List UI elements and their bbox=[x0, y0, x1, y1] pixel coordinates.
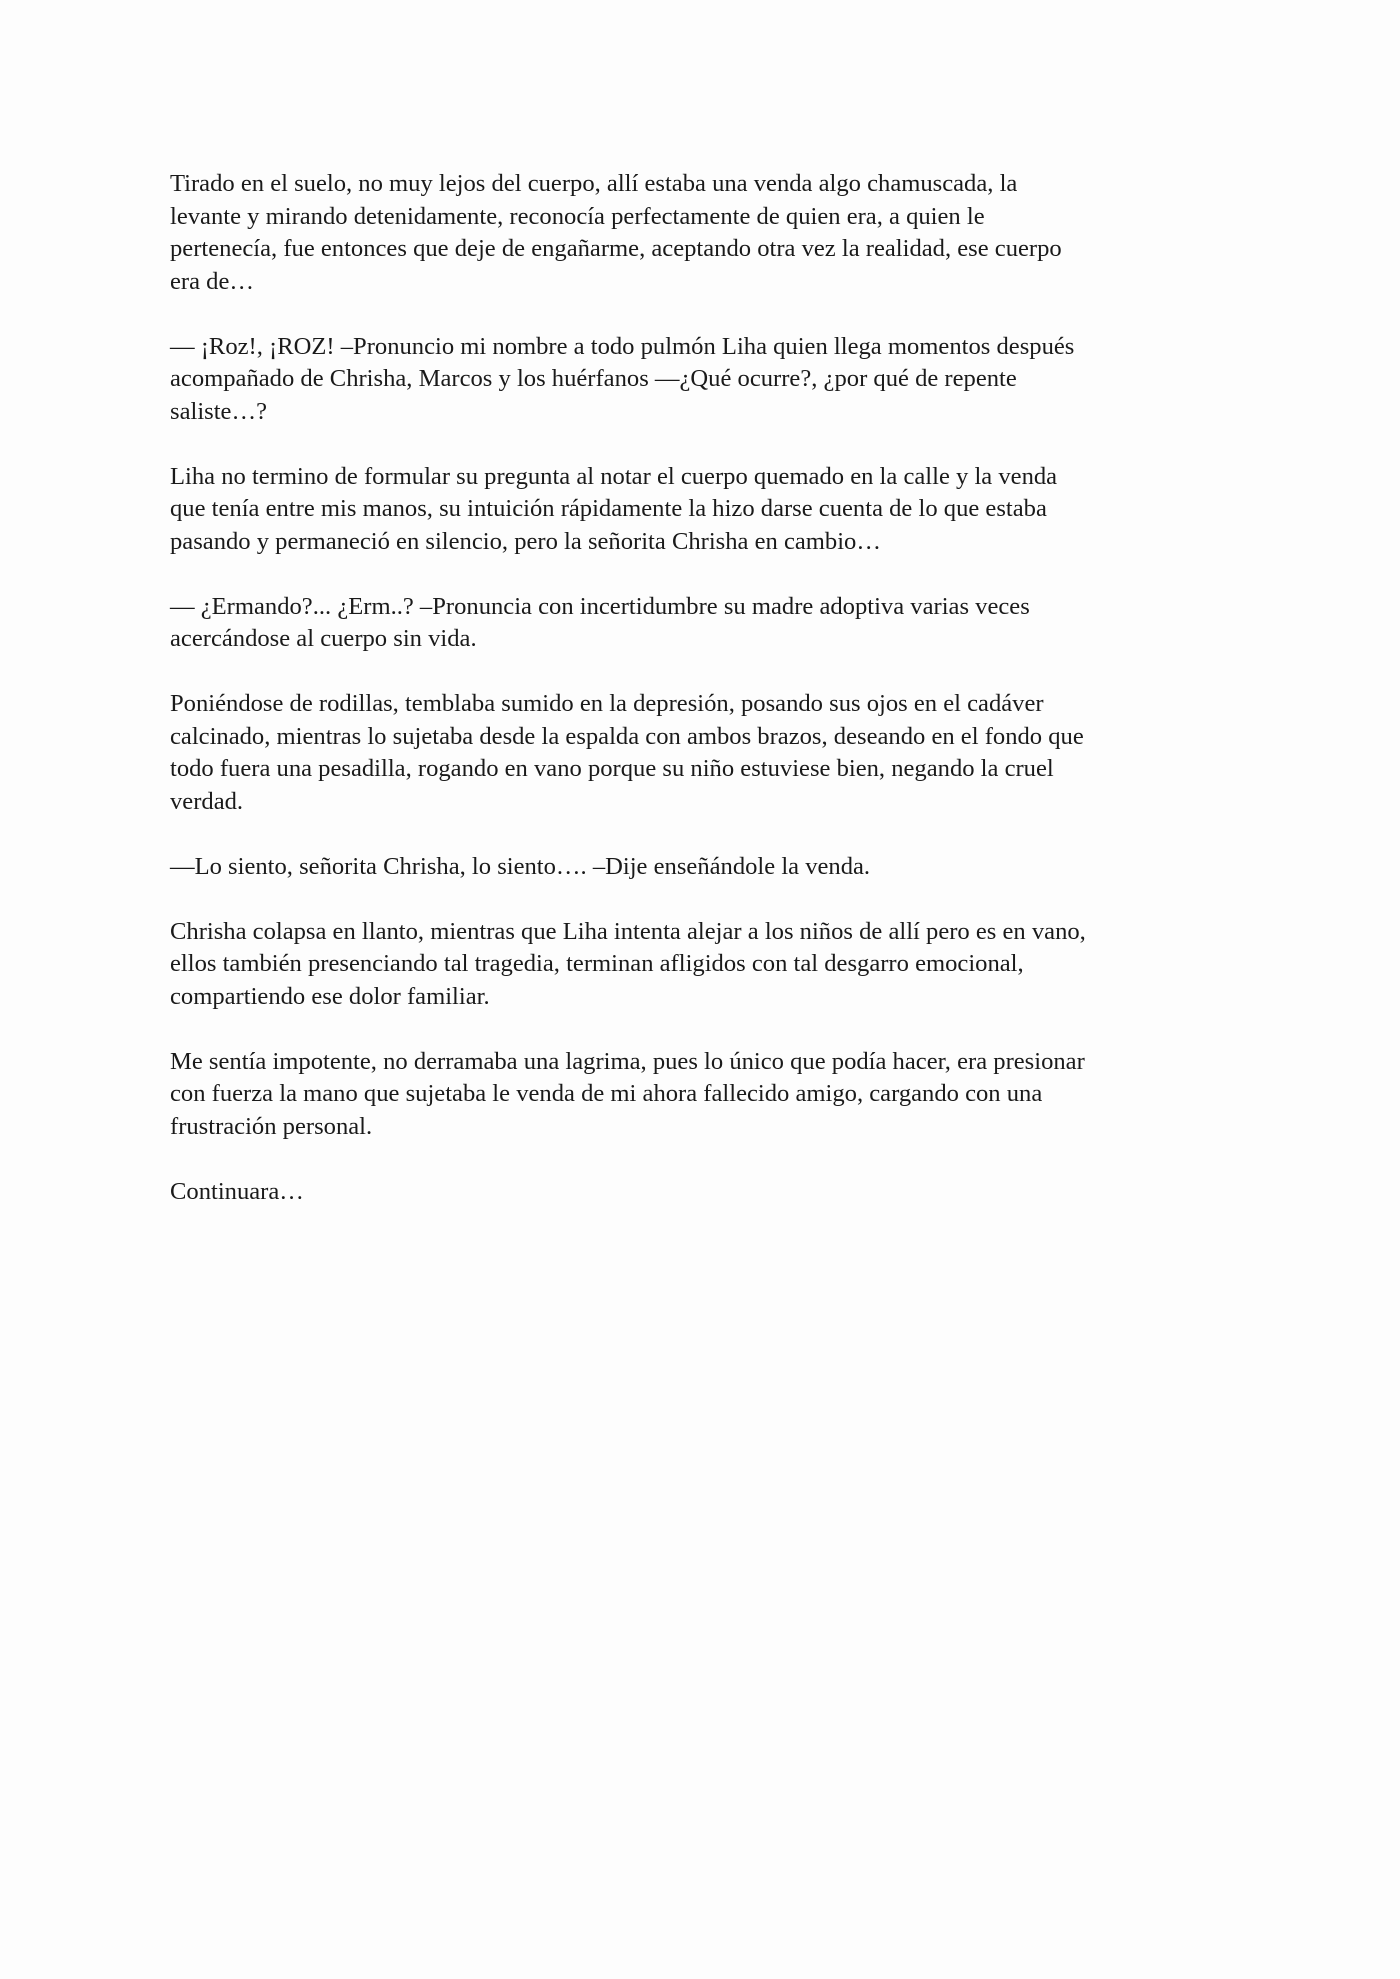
paragraph-6: —Lo siento, señorita Chrisha, lo siento…. –Dije enseñándole la venda. bbox=[170, 852, 871, 880]
paragraph-3: Liha no termino de formular su pregunta al notar el cuerpo quemado en la calle y la venda que tenía entre mis manos, su intuición rápidamente la hizo darse cuenta de lo que estaba pasando y permaneció en silencio, pero la señorita Chrisha en cambio… bbox=[170, 462, 1058, 555]
paragraph-5: Poniéndose de rodillas, temblaba sumido en la depresión, posando sus ojos en el cadáver calcinado, mientras lo sujetaba desde la espalda con ambos brazos, deseando en el fondo que todo fuera una pesadilla, rogando en vano porque su niño estuviese bien, negando la cruel verdad. bbox=[170, 690, 1084, 815]
paragraph-7: Chrisha colapsa en llanto, mientras que Liha intenta alejar a los niños de allí pero es en vano, ellos también presenciando tal tragedia, terminan afligidos con tal desgarro emocional, compartiendo ese dolor familiar. bbox=[170, 917, 1086, 1010]
paragraph-1: Tirado en el suelo, no muy lejos del cuerpo, allí estaba una venda algo chamuscada, la levante y mirando detenidamente, reconocía perfectamente de quien era, a quien le pertenecía, fue entonces que deje de engañarme, aceptando otra vez la realidad, ese cuerpo era de… bbox=[170, 170, 1062, 295]
paragraph-8: Me sentía impotente, no derramaba una lagrima, pues lo único que podía hacer, era presionar con fuerza la mano que sujetaba le venda de mi ahora fallecido amigo, cargando con una frustración personal. bbox=[170, 1047, 1085, 1140]
paragraph-4: — ¿Ermando?... ¿Erm..? –Pronuncia con incertidumbre su madre adoptiva varias veces acercándose al cuerpo sin vida. bbox=[170, 592, 1030, 652]
paragraph-2: — ¡Roz!, ¡ROZ! –Pronuncio mi nombre a todo pulmón Liha quien llega momentos después acompañado de Chrisha, Marcos y los huérfanos —¿Qué ocurre?, ¿por qué de repente saliste…? bbox=[170, 332, 1075, 425]
paragraph-continuara: Continuara… bbox=[170, 1177, 304, 1205]
document-body bbox=[170, 168, 1250, 1241]
